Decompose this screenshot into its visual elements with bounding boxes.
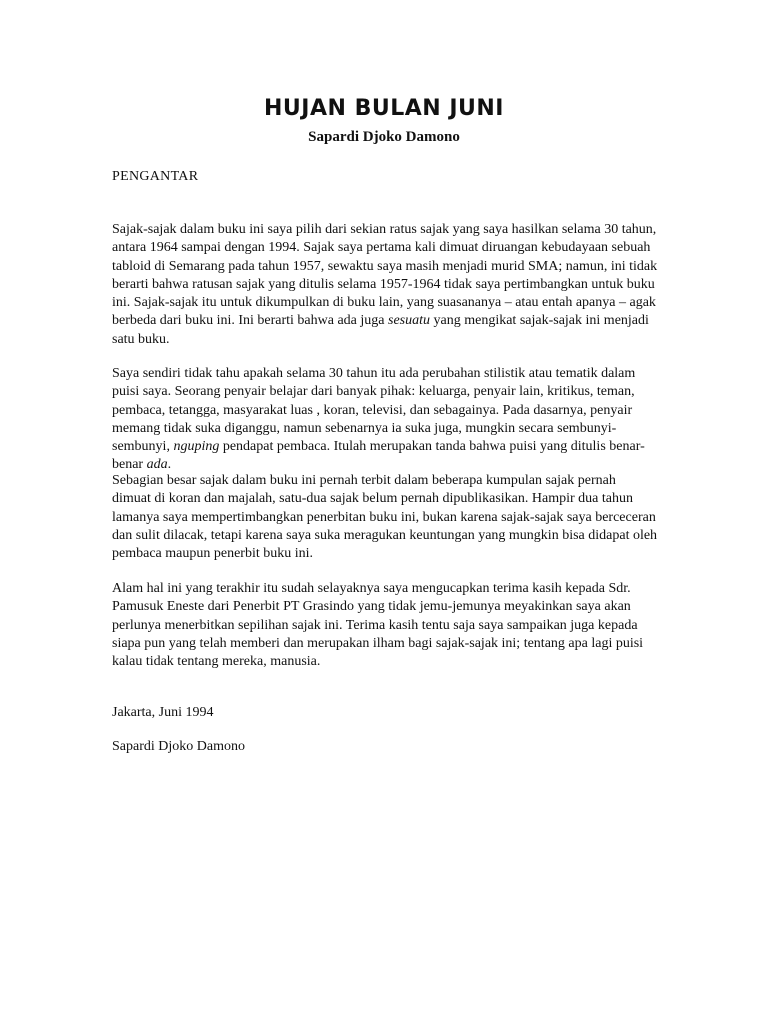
paragraph-4: Alam hal ini yang terakhir itu sudah selayaknya saya mengucapkan terima kasih kepada Sdr. Pamusuk Eneste dari Penerbit PT Grasindo yang tidak jemu-jemunya meyakinkan saya akan perlunya menerbitkan sepilihan sajak ini. Terima kasih tentu saja saya sampaikan juga kepada siapa pun yang telah memberi dan merupakan ilham bagi sajak-sajak ini; tentang apa lagi puisi kalau tidak tentang mereka, manusia.	[112, 581, 644, 670]
document-title: HUJAN BULAN JUNI	[264, 96, 504, 121]
paragraph-2-text-a: Saya sendiri tidak tahu apakah selama 30 tahun itu ada perubahan stilistik atau tematik dalam puisi saya. Seorang penyair belajar dari banyak pihak: keluarga, penyair lain, kritikus, teman, pembaca, tetangga, masyarakat luas , koran, televisi, dan sebagainya. Pada dasarnya, penyair memang tidak suka diganggu, namun sebenarnya ia suka juga, mungkin secara sembunyi-sembunyi,	[112, 366, 636, 455]
paragraph-2-italic-word-2: ada	[146, 457, 168, 473]
paragraph-1	[112, 221, 658, 349]
paragraph-1-text-b: yang mengikat sajak-sajak ini menjadi satu buku.	[112, 313, 649, 347]
paragraph-1-text-a: Sajak-sajak dalam buku ini saya pilih dari sekian ratus sajak yang saya hasilkan selama 30 tahun, antara 1964 sampai dengan 1994. Sajak saya pertama kali dimuat diruangan kebudayaan sebuah tabloid di Semarang pada tahun 1957, sewaktu saya masih menjadi murid SMA; namun, ini tidak berarti bahwa ratusan sajak yang ditulis selama 1957-1964 tidak saya pertimbangkan untuk buku ini. Sajak-sajak itu untuk dikumpulkan di buku lain, yang suasananya – atau entah apanya – agak berbeda dari buku ini. Ini berarti bahwa ada juga	[112, 222, 658, 329]
paragraph-2	[112, 365, 658, 475]
paragraph-3: Sebagian besar sajak dalam buku ini pernah terbit dalam beberapa kumpulan sajak pernah dimuat di koran dan majalah, satu-dua sajak belum pernah dipublikasikan. Hampir dua tahun lamanya saya mempertimbangkan penerbitan buku ini, bukan karena sajak-sajak saya berceceran dan sulit dilacak, tetapi karena saya suka meragukan keuntungan yang mungkin bisa didapat oleh pembaca maupun penerbit buku ini.	[112, 473, 658, 562]
section-heading: PENGANTAR	[112, 169, 199, 184]
document-author: Sapardi Djoko Damono	[308, 129, 460, 145]
paragraph-2-text-b: pendapat pembaca. Itulah merupakan tanda bahwa puisi yang ditulis benar-benar	[112, 439, 645, 473]
paragraph-2-italic-word-1: nguping	[173, 439, 220, 455]
paragraph-1-italic-word: sesuatu	[388, 313, 431, 329]
closing-place-date: Jakarta, Juni 1994	[112, 705, 214, 720]
paragraph-2-text-c: .	[167, 457, 172, 473]
closing-signature: Sapardi Djoko Damono	[112, 739, 245, 754]
